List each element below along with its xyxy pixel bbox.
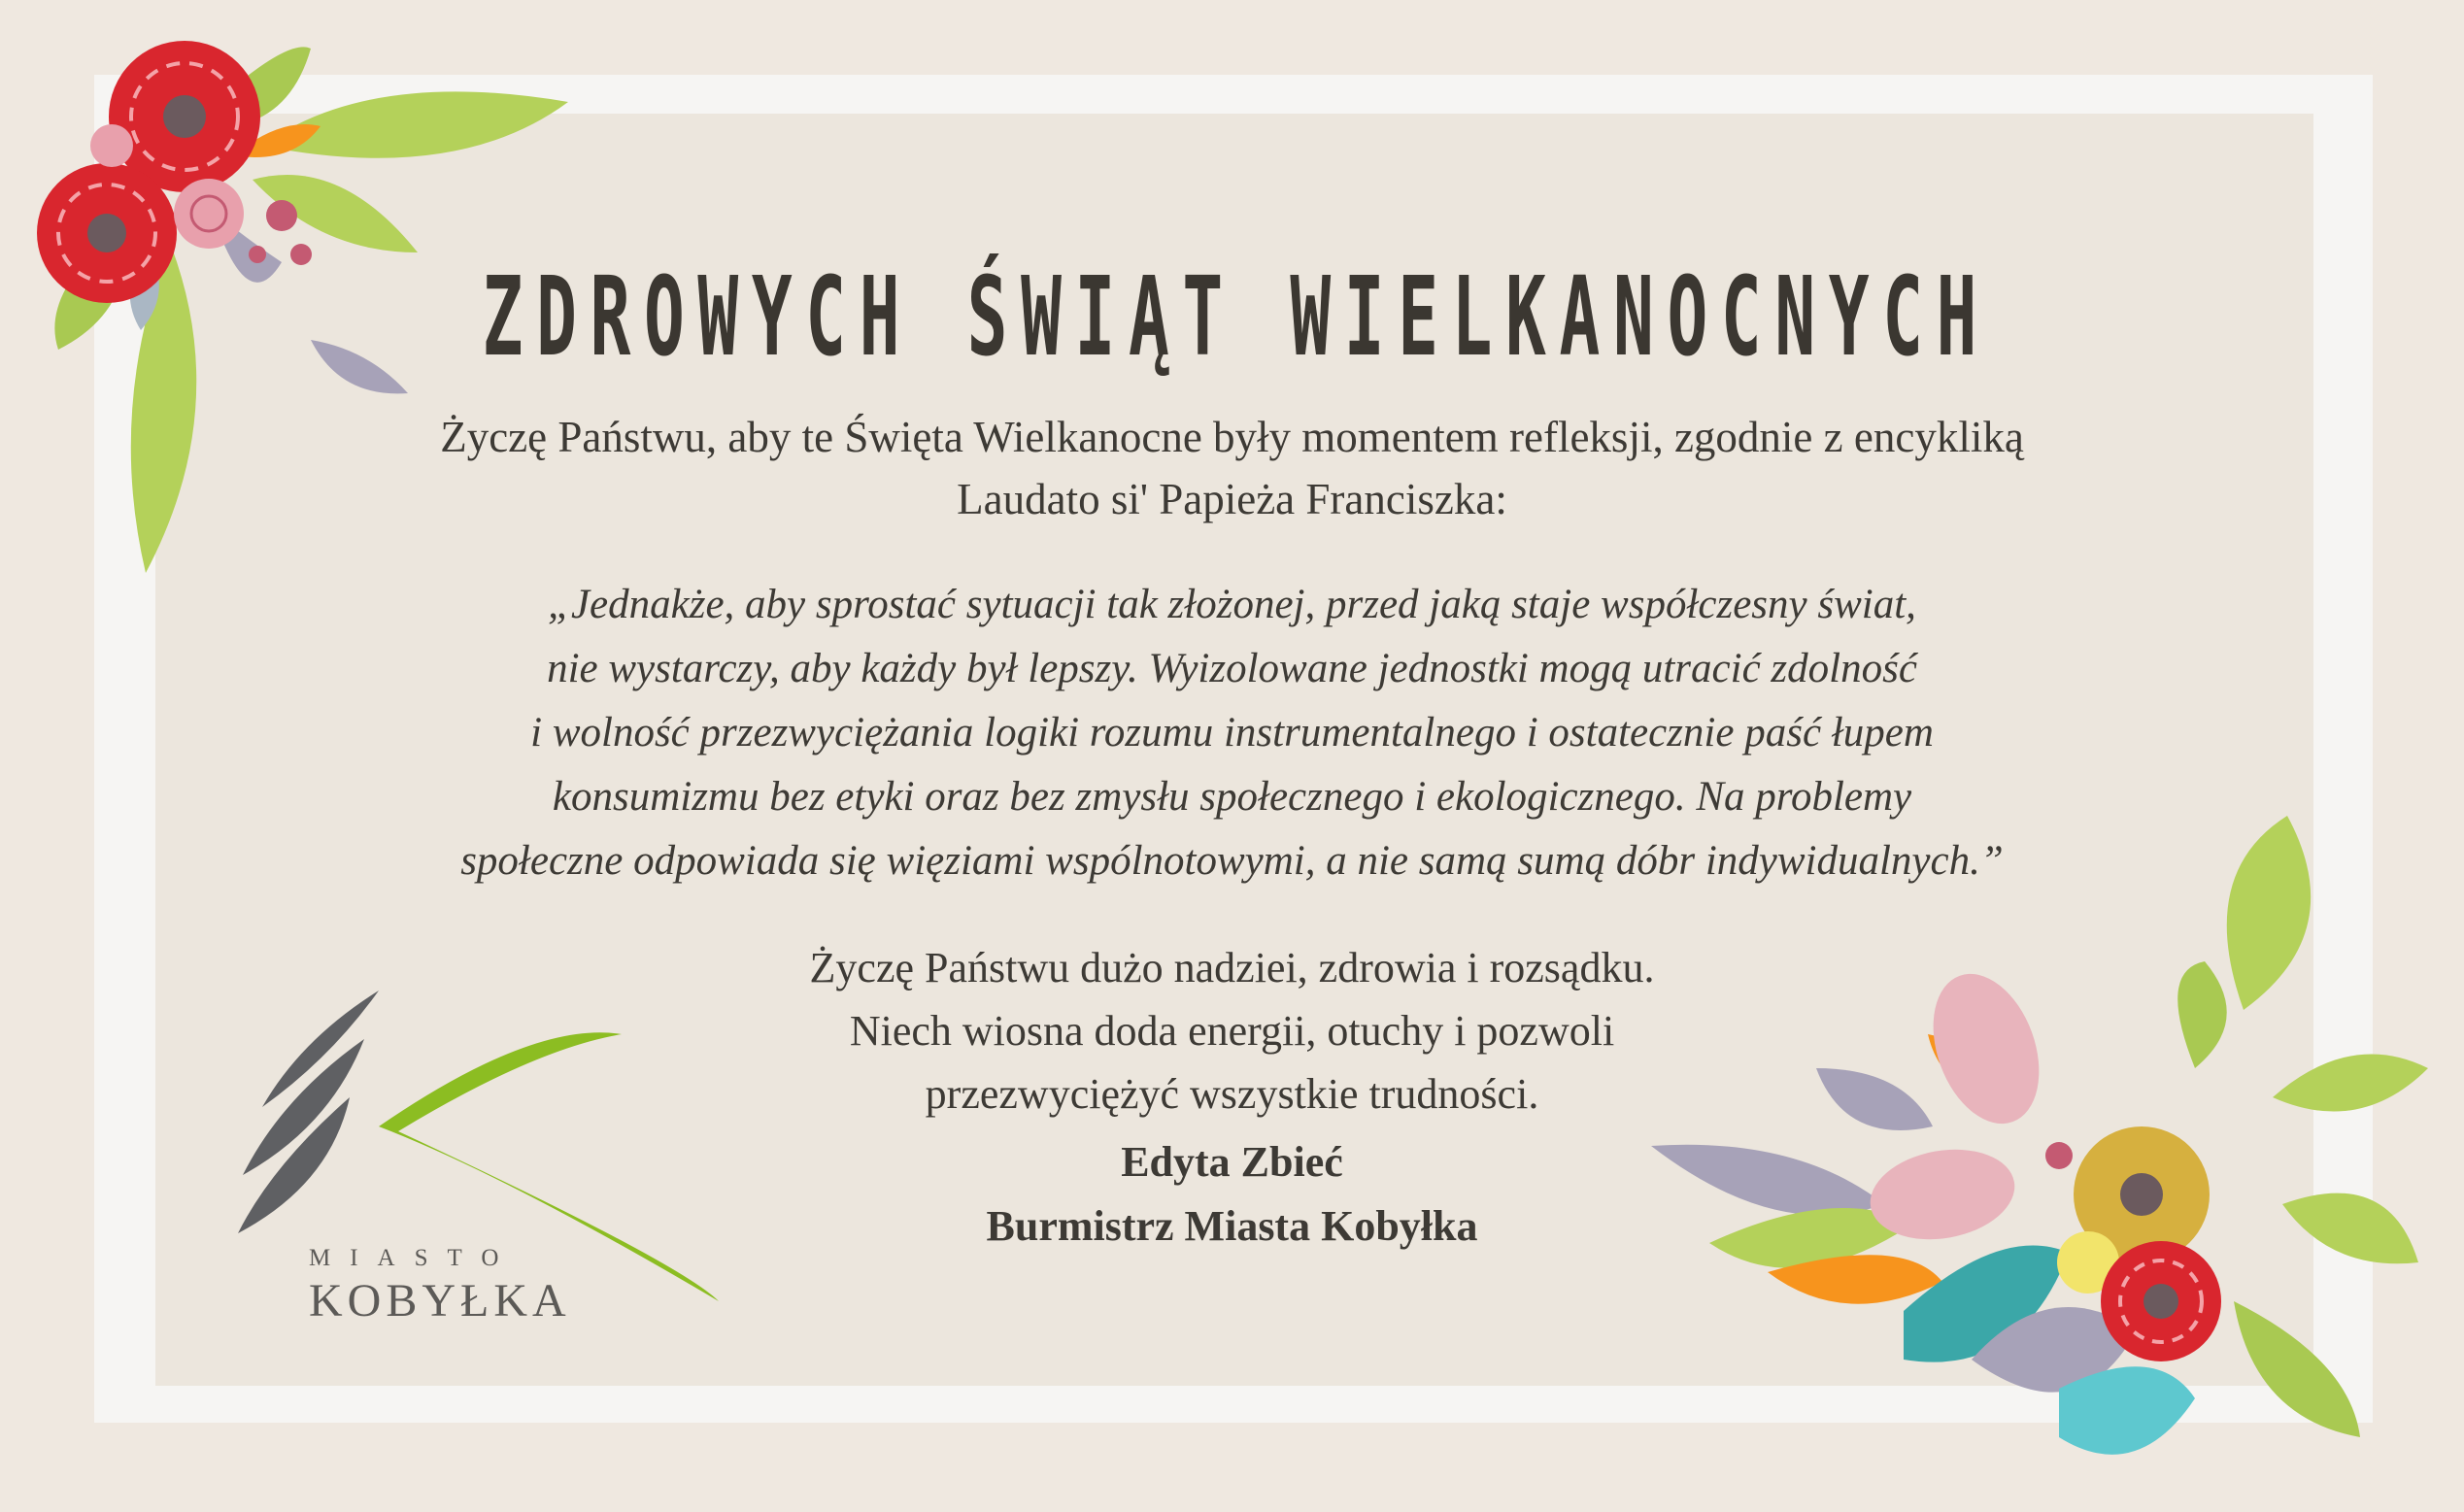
logo-line2: KOBYŁKA xyxy=(309,1275,571,1327)
signature-role: Burmistrz Miasta Kobyłka xyxy=(986,1202,1478,1250)
logo-line1: MIASTO xyxy=(309,1245,519,1271)
wishes-line: przezwyciężyć wszystkie trudności. xyxy=(925,1070,1539,1118)
quote-line: „Jednakże, aby sprostać sytuacji tak złożonej, przed jaką staje współczesny świat, xyxy=(548,582,1916,627)
intro-line: Życzę Państwu, aby te Święta Wielkanocne były momentem refleksji, zgodnie z encykliką xyxy=(440,413,2024,461)
quote-line: społeczne odpowiada się więziami wspólnotowymi, a nie samą sumą dóbr indywidualnych.” xyxy=(460,838,2004,884)
page-title: ZDROWYCH ŚWIĄT WIELKANOCNYCH xyxy=(482,254,1991,381)
intro-line: Laudato si' Papieża Franciszka: xyxy=(957,475,1507,523)
wishes-text xyxy=(0,936,2464,1126)
quote-line: konsumizmu bez etyki oraz bez zmysłu społecznego i ekologicznego. Na problemy xyxy=(552,774,1912,820)
quote-text xyxy=(0,573,2464,893)
signature xyxy=(0,1130,2464,1259)
intro-text xyxy=(0,406,2464,530)
signature-name: Edyta Zbieć xyxy=(1121,1138,1343,1186)
quote-line: nie wystarczy, aby każdy był lepszy. Wyizolowane jednostki mogą utracić zdolność xyxy=(547,646,1917,691)
wishes-line: Życzę Państwu dużo nadziei, zdrowia i rozsądku. xyxy=(809,944,1655,991)
wishes-line: Niech wiosna doda energii, otuchy i pozwoli xyxy=(849,1007,1615,1055)
quote-line: i wolność przezwyciężania logiki rozumu instrumentalnego i ostatecznie paść łupem xyxy=(530,710,1934,756)
